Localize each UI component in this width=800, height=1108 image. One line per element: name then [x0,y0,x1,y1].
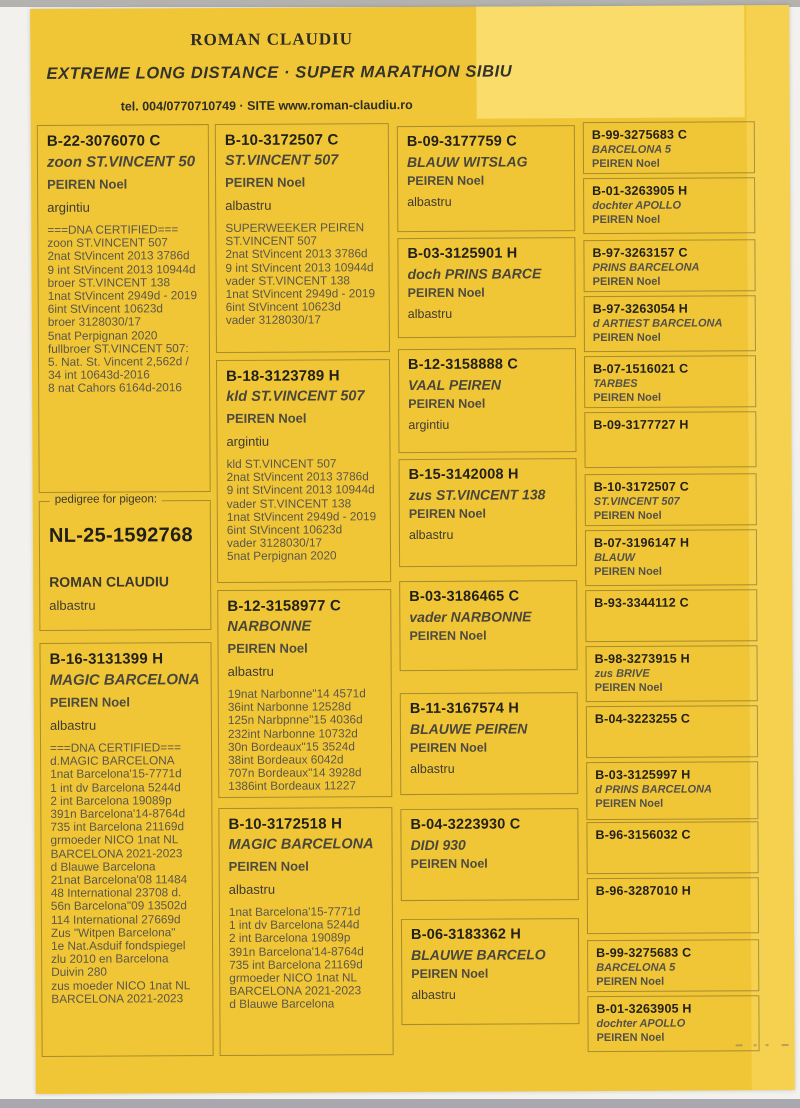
color-label: albastru [227,663,274,679]
pigeon-name: NARBONNE [227,618,312,635]
pedigree-box-grandparent-4 [218,807,393,1056]
pigeon-name: dochter APOLLO [592,199,682,213]
color-label: argintiu [408,417,450,433]
color-label: argintiu [47,199,90,215]
breeder-name: PEIREN Noel [407,285,485,301]
results-text: 1nat Barcelona'15-7771d 1 int dv Barcelona 5244d 2 int Barcelona 19089p 391n Barcelona'14-8764d 735 int Barcelona 21169d grmoeder NICO 1nat NL BARCELONA 2021-2023 d Blauwe Barcelona [228,904,364,1012]
breeder-name: PEIREN Noel [409,628,487,644]
ring-number: B-16-3131399 H [49,650,164,668]
pigeon-name: MAGIC BARCELONA [49,671,200,689]
ring-number: B-99-3275683 C [596,945,692,961]
breeder-name [593,434,747,435]
ring-number: B-98-3273915 H [594,651,690,667]
pedigree-box-gggp-9 [585,589,757,642]
pigeon-name: d PRINS BARCELONA [595,783,713,797]
color-label: albastru [411,987,456,1003]
ring-number: B-10-3172507 C [593,479,689,495]
breeder-name: PEIREN Noel [594,681,663,695]
breeder-name: PEIREN Noel [410,740,488,756]
ring-number: B-01-3263905 H [592,183,688,199]
pedigree-box-gggp-14 [587,877,759,934]
ring-number: B-96-3156032 C [595,827,691,843]
pigeon-name: BLAUWE PEIREN [409,720,528,738]
color-label: albastru [225,197,272,213]
breeder-name: PEIREN Noel [596,975,665,989]
pedigree-box-gggp-10 [586,645,758,702]
pedigree-box-gggp-1 [583,121,755,174]
ring-number: B-10-3172507 C [224,131,339,149]
pigeon-name: kld ST.VINCENT 507 [226,388,365,405]
ring-number: B-10-3172518 H [228,815,343,833]
ring-number: B-22-3076070 C [46,132,161,150]
breeder-name: PEIREN Noel [228,858,309,874]
breeder-name: PEIREN Noel [592,275,661,289]
pedigree-box-gggp-8 [585,529,757,586]
ring-number: B-03-3125997 H [595,767,691,783]
contact-line: tel. 004/0770710749 · SITE www.roman-claudiu.ro [120,97,413,114]
pedigree-box-ggp-6 [400,692,579,795]
breeder-name: PEIREN Noel [595,797,664,811]
ring-number: B-93-3344112 C [594,595,689,611]
pigeon-name: zus BRIVE [594,667,650,681]
color-label: argintiu [226,433,270,449]
pedigree-box-father [37,124,211,493]
breeder-name: PEIREN Noel [593,391,662,405]
breeder-name: PEIREN Noel [410,856,488,872]
ring-number: B-07-1516021 C [593,361,689,377]
color-label: albastru [407,306,453,322]
pigeon-name [596,843,750,844]
results-text: ===DNA CERTIFIED=== zoon ST.VINCENT 507 2nat StVincent 2013 3786d 9 int StVincent 2013 10944d broer ST.VINCENT 138 1nat StVincent 2949d - 2019 6int StVincent 10623d broer 3128030/17 5nat Perpignan 2020 fullbroer ST.VINCENT 507: 5. Nat. St. Vincent 2,562d / 34 int 10643d-2016 8 nat Cahors 6164d-2016 [47,222,198,396]
pigeon-name: DIDI 930 [410,836,466,854]
breeder-name: PEIREN Noel [227,640,308,656]
pedigree-box-gggp-16 [587,995,759,1052]
pedigree-box-grandparent-2 [216,359,391,583]
pigeon-name [595,727,749,728]
page-title: ROMAN CLAUDIU [190,29,354,50]
pedigree-box-gggp-11 [586,705,758,758]
results-text: SUPERWEEKER PEIREN ST.VINCENT 507 2nat StVincent 2013 3786d 9 int StVincent 2013 10944d vader ST.VINCENT 138 1nat StVincent 2949d - 2019 6int StVincent 10623d vader 3128030/17 [225,220,376,328]
ring-number: B-06-3183362 H [410,926,522,944]
ring-number: B-99-3275683 C [591,127,688,143]
pigeon-name [596,899,750,900]
ring-number: B-03-3186465 C [409,588,520,606]
color-label: albastru [407,194,452,210]
pigeon-name: doch PRINS BARCE [407,265,542,283]
color-label [411,877,569,878]
ring-number: B-97-3263157 C [592,245,688,261]
pigeon-name: ST.VINCENT 507 [224,152,339,169]
ring-number: B-12-3158977 C [227,597,342,615]
ring-number: B-04-3223255 C [594,711,691,727]
ring-number: B-18-3123789 H [226,367,340,385]
pigeon-name: BLAUW [594,551,636,565]
breeder-name: PEIREN Noel [225,174,306,190]
pedigree-box-gggp-2 [583,177,755,234]
pedigree-box-mother [39,642,213,1057]
pigeon-name: MAGIC BARCELONA [228,836,374,853]
pedigree-box-ggp-3 [398,348,577,453]
ring-number: B-12-3158888 C [407,356,519,374]
breeder-name [596,900,750,901]
pedigree-box-gggp-6 [584,411,756,468]
pigeon-name: VAAL PEIREN [408,376,502,394]
scan-artifact-marks [736,1040,796,1050]
pigeon-name [593,433,747,434]
breeder-name [596,844,750,845]
pedigree-box-gggp-3 [583,239,755,292]
color-label [410,649,568,650]
breeder-name: PEIREN Noel [596,1031,665,1045]
color-label: albastru [228,881,276,897]
pigeon-name: dochter APOLLO [596,1017,686,1031]
pigeon-name: vader NARBONNE [409,608,532,626]
scanner-edge-bottom [0,1099,800,1108]
pedigree-box-ggp-4 [399,458,578,567]
pedigree-box-gggp-13 [586,821,758,874]
pedigree-box-ggp-1 [397,125,576,232]
ring-number: B-09-3177727 H [593,417,689,433]
pedigree-box-gggp-4 [584,295,756,352]
pigeon-name: d ARTIEST BARCELONA [592,317,723,331]
pedigree-box-gggp-5 [584,355,756,408]
pigeon-name [594,611,748,612]
pedigree-box-ggp-8 [401,918,580,1025]
breeder-name [595,728,749,729]
pedigree-paper [30,5,795,1094]
ring-number: B-15-3142008 H [408,466,519,484]
pedigree-box-gggp-7 [585,473,757,526]
breeder-name: PEIREN Noel [593,509,662,523]
ring-number: B-01-3263905 H [596,1001,692,1017]
breeder-name: PEIREN Noel [49,694,131,710]
subject-color-label: albastru [49,597,96,613]
subject-owner: ROMAN CLAUDIU [49,573,169,590]
ring-number: B-03-3125901 H [407,245,518,263]
pigeon-name: TARBES [593,377,638,391]
breeder-name: PEIREN Noel [592,213,661,227]
pedigree-box-grandparent-1 [215,123,390,353]
breeder-name: PEIREN Noel [592,331,661,345]
color-label: albastru [49,717,97,733]
pigeon-name: zus ST.VINCENT 138 [408,486,546,504]
ring-number: B-96-3287010 H [595,883,692,899]
pigeon-name: BARCELONA 5 [591,143,671,157]
pedigree-box-grandparent-3 [217,589,392,798]
pigeon-name: BLAUWE BARCELO [411,946,546,964]
pedigree-box-ggp-2 [397,237,576,338]
pigeon-name: ST.VINCENT 507 [593,495,680,509]
pigeon-name: BLAUW WITSLAG [406,153,528,171]
pedigree-box-gggp-12 [586,761,758,820]
subject-ring-number: NL-25-1592768 [48,524,193,547]
pigeon-name: BARCELONA 5 [596,961,676,975]
pigeon-name: PRINS BARCELONA [592,261,700,275]
breeder-name: PEIREN Noel [408,396,486,412]
subject-label: pedigree for pigeon: [50,493,162,506]
ring-number: B-11-3167574 H [409,700,520,718]
breeder-name: PEIREN Noel [594,565,663,579]
results-text: 19nat Narbonne"14 4571d 36int Narbonne 12528d 125n Narbpnne"15 4036d 232int Narbonne 10732d 30n Bordeaux"15 3524d 38int Bordeaux 6042d 707n Bordeaux"14 3928d 1386int Bordeaux 11227 [227,686,366,794]
loft-tagline: EXTREME LONG DISTANCE · SUPER MARATHON SIBIU [46,62,513,83]
ring-number: B-07-3196147 H [593,535,690,551]
scan-light-band [476,5,745,118]
breeder-name: PEIREN Noel [411,966,489,982]
results-text: kld ST.VINCENT 507 2nat StVincent 2013 3786d 9 int StVincent 2013 10944d vader ST.VINCENT 138 1nat StVincent 2949d - 2019 6int StVincent 10623d vader 3128030/17 5nat Perpignan 2020 [226,456,377,564]
pedigree-box-gggp-15 [587,939,759,992]
subject-pigeon-box [39,493,212,631]
ring-number: B-97-3263054 H [592,301,689,317]
color-label: albastru [410,761,455,777]
breeder-name [594,612,748,613]
pigeon-name: zoon ST.VINCENT 50 [46,153,196,171]
breeder-name: PEIREN Noel [407,173,485,189]
breeder-name: PEIREN Noel [226,410,307,426]
ring-number: B-09-3177759 C [406,133,517,151]
breeder-name: PEIREN Noel [591,157,660,171]
ring-number: B-04-3223930 C [410,816,521,834]
breeder-name: PEIREN Noel [408,506,486,522]
color-label: albastru [408,527,454,543]
results-text: ===DNA CERTIFIED=== d.MAGIC BARCELONA 1nat Barcelona'15-7771d 1 int dv Barcelona 5244d 2 int Barcelona 19089p 391n Barcelona'14-8764d 735 int Barcelona 21169d grmoeder NICO 1nat NL BARCELONA 2021-2023 d Blauwe Barcelona 21nat Barcelona'08 11484 48 International 23708 d. 56n Barcelona"09 13502d 114 International 27669d Zus "Witpen Barcelona" 1e Nat.Asduif fondspiegel zlu 2010 en Barcelona Duivin 280 zus moeder NICO 1nat NL BARCELONA 2021-2023 [49,740,191,1006]
pedigree-box-ggp-5 [399,580,577,671]
breeder-name: PEIREN Noel [47,176,128,192]
pedigree-box-ggp-7 [400,808,578,901]
